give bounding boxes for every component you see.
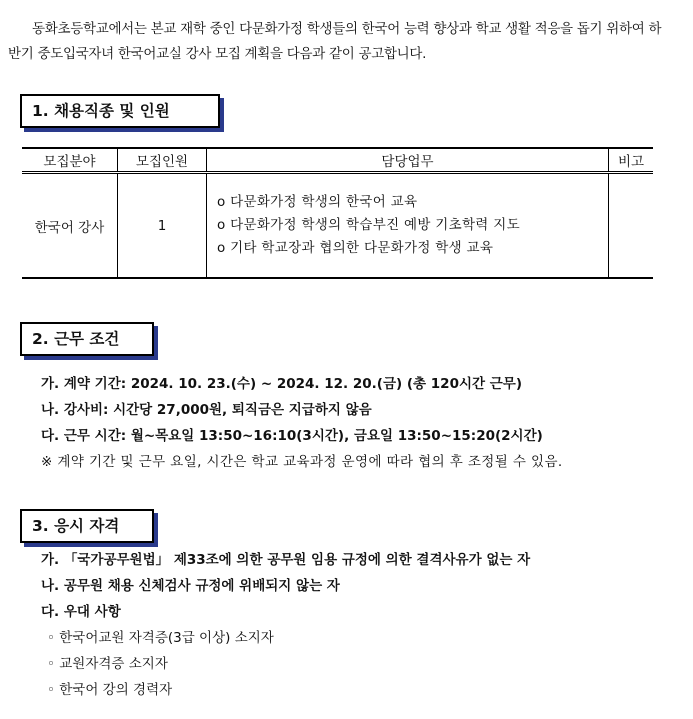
conditions-note: ※ 계약 기간 및 근무 요일, 시간은 학교 교육과정 운영에 따라 협의 후 조정될 수 있음. [41,454,563,470]
qualification-preferences-label: 다. 우대 사항 [41,604,121,620]
col-header-note: 비고 [609,148,654,173]
col-header-duties: 담당업무 [207,148,609,173]
col-header-count: 모집인원 [118,148,207,173]
qualification-item: 가. 「국가공무원법」 제33조에 의한 공무원 임용 규정에 의한 결격사유가 없는 자 [41,552,531,568]
qualifications-list [41,547,530,703]
intro-paragraph: 동화초등학교에서는 본교 재학 중인 다문화가정 학생들의 한국어 능력 향상과 학교 생활 적응을 돕기 위하여 하반기 중도입국자녀 한국어교실 강사 모집 계획을 다음과 같이 공고합니다. [8,21,662,62]
recruitment-table [22,147,653,279]
condition-contract-period: 가. 계약 기간: 2024. 10. 23.(수) ~ 2024. 12. 20.(금) (총 120시간 근무) [41,376,522,392]
qualification-item: 나. 공무원 채용 신체검사 규정에 위배되지 않는 자 [41,578,340,594]
cell-note [609,173,654,279]
col-header-field: 모집분야 [22,148,118,173]
conditions-list [41,371,563,475]
cell-duties [207,173,609,279]
preference-item: ◦ 교원자격증 소지자 [47,656,168,672]
duty-item: o 다문화가정 학생의 한국어 교육 [217,194,418,210]
duty-item: o 다문화가정 학생의 학습부진 예방 기초학력 지도 [217,217,520,233]
cell-field: 한국어 강사 [22,173,118,279]
section-heading-qualifications: 3. 응시 자격 [20,509,154,543]
condition-pay: 나. 강사비: 시간당 27,000원, 퇴직금은 지급하지 않음 [41,402,372,418]
duty-item: o 기타 학교장과 협의한 다문화가정 학생 교육 [217,240,494,256]
preference-item: ◦ 한국어교원 자격증(3급 이상) 소지자 [47,630,274,646]
preference-item: ◦ 한국어 강의 경력자 [47,682,173,698]
section-heading-conditions: 2. 근무 조건 [20,322,154,356]
cell-count: 1 [118,173,207,279]
table-row [22,173,653,279]
condition-hours: 다. 근무 시간: 월~목요일 13:50~16:10(3시간), 금요일 13:50~15:20(2시간) [41,428,543,444]
section-heading-recruitment: 1. 채용직종 및 인원 [20,94,220,128]
